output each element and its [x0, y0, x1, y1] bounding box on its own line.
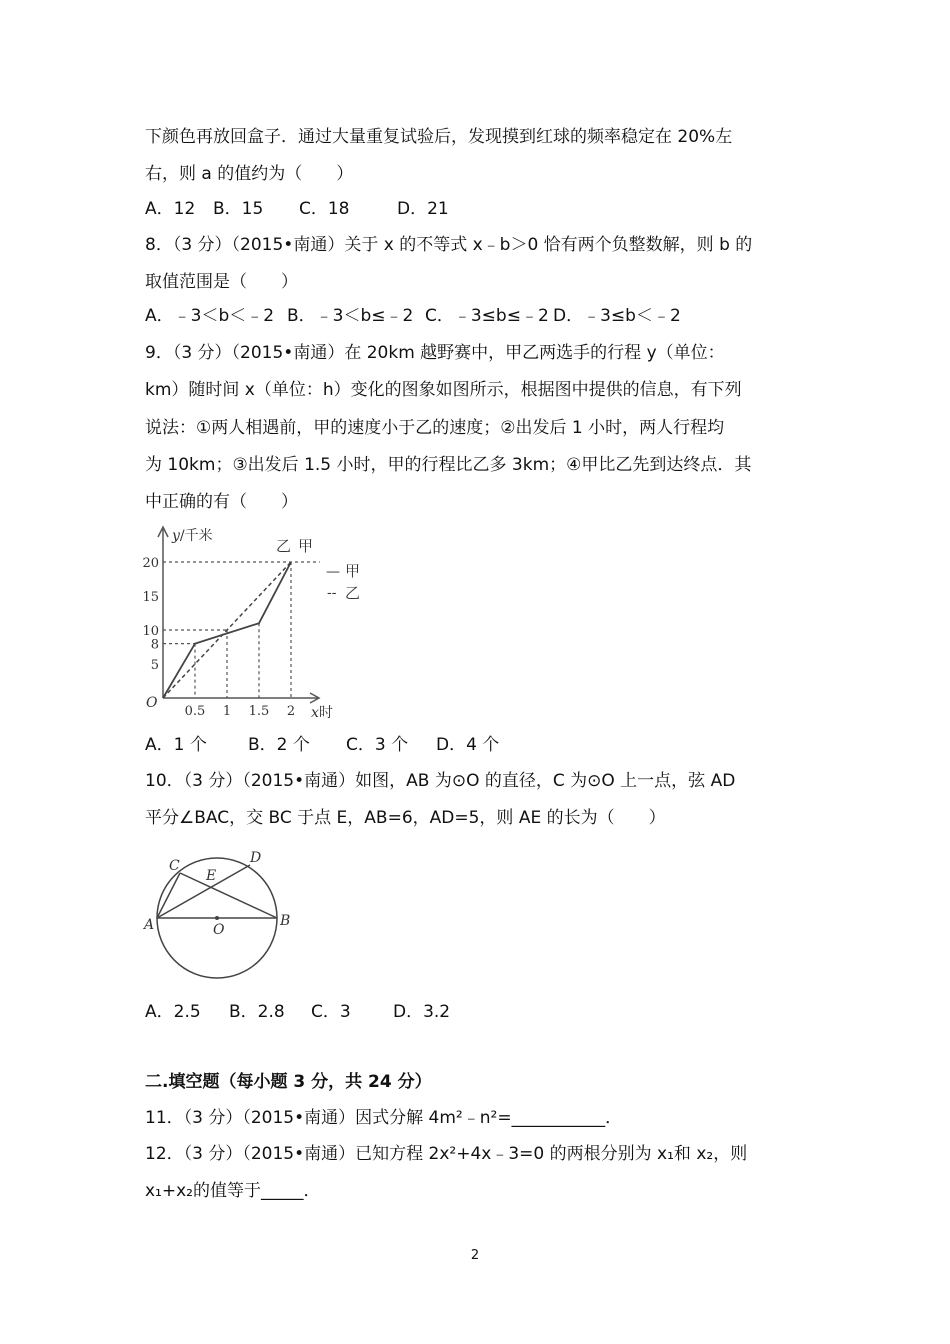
- x-tick-label: 2: [286, 704, 296, 719]
- label-a: A: [144, 917, 155, 933]
- y-axis-variable: y: [172, 528, 180, 544]
- q7-options: [145, 198, 449, 220]
- q10-option-c: C．3: [311, 1002, 351, 1022]
- q9-text-line1: 9．（3 分）（2015•南通）在 20km 越野赛中，甲乙两选手的行程 y（单位：: [145, 343, 725, 363]
- y-tick-label: 15: [142, 590, 159, 605]
- q10-option-b: B．2.8: [229, 1002, 285, 1022]
- q7-text-line2: 右，则 a 的值约为（ ）: [145, 164, 354, 184]
- center-point-o: [215, 916, 219, 920]
- x-axis-label: [311, 705, 333, 721]
- q9-text-line2: km）随时间 x（单位：h）变化的图象如图所示，根据图中提供的信息，有下列: [145, 380, 742, 400]
- x-tick-labels: [185, 704, 295, 719]
- q9-text-line5: 中正确的有（ ）: [145, 492, 298, 512]
- q10-text-line1: 10．（3 分）（2015•南通）如图，AB 为⊙O 的直径，C 为⊙O 上一点，弦 AD: [145, 771, 736, 791]
- y-tick-label: 10: [142, 624, 159, 639]
- section-2-heading: 二.填空题（每小题 3 分，共 24 分）: [145, 1072, 432, 1092]
- origin-label: O: [146, 695, 158, 711]
- q12-text-line2: x₁+x₂的值等于_____．: [145, 1181, 321, 1201]
- q8-option-c: C．﹣3≤b≤﹣2: [425, 306, 549, 326]
- q9-option-b: B．2 个: [248, 735, 310, 755]
- q7-text-line1: 下颜色再放回盒子．通过大量重复试验后，发现摸到红球的频率稳定在 20%左: [145, 127, 733, 147]
- label-c: C: [169, 858, 180, 874]
- label-o: O: [213, 922, 225, 938]
- graph-guide-lines: [163, 562, 320, 698]
- y-tick-label: 5: [150, 658, 159, 673]
- q8-text-line1: 8．（3 分）（2015•南通）关于 x 的不等式 x﹣b＞0 恰有两个负整数解，则 b 的: [145, 235, 753, 255]
- q11-text: 11．（3 分）（2015•南通）因式分解 4m²﹣n²=___________．: [145, 1108, 623, 1128]
- q7-option-a: A．12: [145, 199, 196, 219]
- legend-jia: 甲: [345, 562, 361, 580]
- q8-option-d: D．﹣3≤b＜﹣2: [553, 306, 681, 326]
- circle-geometry-figure: [140, 848, 300, 988]
- x-axis-unit: 时: [318, 705, 333, 721]
- q9-option-d: D．4 个: [436, 735, 500, 755]
- x-tick-label: 1.5: [248, 704, 270, 719]
- q8-options: [145, 305, 681, 327]
- q10-option-a: A．2.5: [145, 1002, 201, 1022]
- q7-option-c: C．18: [299, 199, 350, 219]
- q8-text-line2: 取值范围是（ ）: [145, 272, 298, 292]
- q9-options: [145, 734, 499, 756]
- legend-solid-mark: —: [326, 564, 340, 580]
- y-tick-label: 20: [142, 556, 159, 571]
- legend-dash-mark: --: [327, 585, 337, 601]
- distance-time-graph: [140, 520, 380, 725]
- q9-text-line3: 说法：①两人相遇前，甲的速度小于乙的速度；②出发后 1 小时，两人行程均: [145, 418, 725, 438]
- x-axis-variable: x: [311, 705, 319, 721]
- q7-option-d: D．21: [397, 199, 449, 219]
- label-d: D: [250, 850, 262, 866]
- q8-option-a: A．﹣3＜b＜﹣2: [145, 306, 275, 326]
- legend-yi: 乙: [345, 584, 361, 602]
- q12-text-line1: 12．（3 分）（2015•南通）已知方程 2x²+4x﹣3=0 的两根分别为 x₁和 x₂，则: [145, 1144, 748, 1164]
- label-e: E: [206, 868, 217, 884]
- y-axis-unit: /千米: [179, 528, 213, 544]
- q8-option-b: B．﹣3＜b≤﹣2: [287, 306, 414, 326]
- label-b: B: [280, 913, 291, 929]
- x-tick-label: 0.5: [184, 704, 206, 719]
- q7-option-b: B．15: [213, 199, 264, 219]
- q10-options: [145, 1001, 450, 1023]
- q9-option-a: A．1 个: [145, 735, 207, 755]
- q10-option-d: D．3.2: [393, 1002, 451, 1022]
- page-number: 2: [470, 1248, 480, 1263]
- q9-text-line4: 为 10km；③出发后 1.5 小时，甲的行程比乙多 3km；④甲比乙先到达终点．其: [145, 455, 752, 475]
- y-tick-labels: [142, 556, 159, 673]
- line-label-jia: 甲: [298, 537, 314, 555]
- x-tick-label: 1: [222, 704, 232, 719]
- line-label-yi: 乙: [276, 537, 292, 555]
- q10-text-line2: 平分∠BAC，交 BC 于点 E，AB=6，AD=5，则 AE 的长为（ ）: [145, 808, 666, 828]
- q9-option-c: C．3 个: [346, 735, 409, 755]
- y-axis-label: [171, 527, 213, 544]
- y-tick-label: 8: [150, 637, 159, 653]
